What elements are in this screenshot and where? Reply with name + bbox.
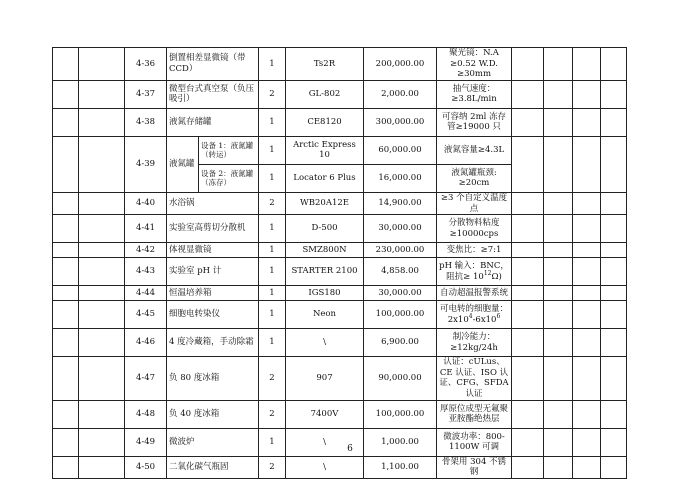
item-spec: 液氮罐瓶颈: ≥20cm bbox=[437, 164, 512, 192]
item-model: SMZ800N bbox=[286, 243, 364, 258]
item-price: 14,900.00 bbox=[364, 192, 437, 214]
item-qty: 1 bbox=[259, 428, 286, 456]
item-spec: 认证：cULus、CE 认证、ISO 认证、CFG、SFDA 认证 bbox=[437, 357, 512, 401]
item-spec: 厚原位成型无氟聚亚胺酯绝热层 bbox=[437, 400, 512, 428]
item-qty: 1 bbox=[259, 258, 286, 286]
item-model: Arctic Express 10 bbox=[286, 136, 364, 164]
table-row bbox=[53, 357, 627, 401]
table-row bbox=[53, 258, 627, 286]
item-qty: 1 bbox=[259, 108, 286, 136]
item-spec: 自动超温报警系统 bbox=[437, 286, 512, 301]
item-model: Locator 6 Plus bbox=[286, 164, 364, 192]
item-spec: 液氮容量≥4.3L bbox=[437, 136, 512, 164]
table-row bbox=[53, 456, 627, 478]
item-price: 30,000.00 bbox=[364, 215, 437, 243]
item-model: STARTER 2100 bbox=[286, 258, 364, 286]
item-price: 230,000.00 bbox=[364, 243, 437, 258]
item-qty: 1 bbox=[259, 243, 286, 258]
item-model: GL-802 bbox=[286, 80, 364, 108]
item-qty: 1 bbox=[259, 164, 286, 192]
item-qty: 2 bbox=[259, 400, 286, 428]
item-model: \ bbox=[286, 329, 364, 357]
item-model: IGS180 bbox=[286, 286, 364, 301]
item-qty: 2 bbox=[259, 80, 286, 108]
item-name: 液氮罐 bbox=[167, 136, 199, 192]
item-price: 4,858.00 bbox=[364, 258, 437, 286]
item-spec: 制冷能力：≥12kg/24h bbox=[437, 329, 512, 357]
table-row bbox=[53, 136, 627, 164]
item-number: 4-37 bbox=[125, 80, 167, 108]
item-price: 30,000.00 bbox=[364, 286, 437, 301]
table-row bbox=[53, 108, 627, 136]
table-row bbox=[53, 329, 627, 357]
item-name: 实验室高剪切分散机 bbox=[167, 215, 259, 243]
item-spec: pH 输入：BNC，阻抗≥ $10^{12}\Omega$) bbox=[437, 258, 512, 286]
item-number: 4-40 bbox=[125, 192, 167, 214]
item-price: 100,000.00 bbox=[364, 400, 437, 428]
item-name: 微波炉 bbox=[167, 428, 259, 456]
table-row bbox=[53, 192, 627, 214]
item-model: CE8120 bbox=[286, 108, 364, 136]
item-qty: 1 bbox=[259, 136, 286, 164]
item-number: 4-49 bbox=[125, 428, 167, 456]
item-name: 恒温培养箱 bbox=[167, 286, 259, 301]
item-number: 4-36 bbox=[125, 48, 167, 81]
table-row bbox=[53, 286, 627, 301]
item-qty: 1 bbox=[259, 215, 286, 243]
item-spec: 抽气速度：≥3.8L/min bbox=[437, 80, 512, 108]
item-number: 4-41 bbox=[125, 215, 167, 243]
item-price: 300,000.00 bbox=[364, 108, 437, 136]
item-name: 倒置相差显微镜（带 CCD） bbox=[167, 48, 259, 81]
item-qty: 2 bbox=[259, 456, 286, 478]
sub-item-name: 设备 1：液氮罐（转运） bbox=[199, 136, 259, 164]
item-name: 二氧化碳气瓶固 bbox=[167, 456, 259, 478]
page-number: 6 bbox=[347, 444, 353, 454]
sub-item-name: 设备 2：液氮罐（冻存） bbox=[199, 164, 259, 192]
item-spec: 可电转的细胞量：$2x10^4-6x10^6$ bbox=[437, 301, 512, 329]
item-qty: 1 bbox=[259, 286, 286, 301]
item-model: \ bbox=[286, 428, 364, 456]
item-qty: 1 bbox=[259, 301, 286, 329]
item-price: 1,100.00 bbox=[364, 456, 437, 478]
item-model: WB20A12E bbox=[286, 192, 364, 214]
item-number: 4-50 bbox=[125, 456, 167, 478]
item-spec: 微波功率：800-1100W 可调 bbox=[437, 428, 512, 456]
item-qty: 1 bbox=[259, 329, 286, 357]
item-price: 100,000.00 bbox=[364, 301, 437, 329]
item-spec: 骨架用 304 不锈钢 bbox=[437, 456, 512, 478]
item-price: 90,000.00 bbox=[364, 357, 437, 401]
item-number: 4-47 bbox=[125, 357, 167, 401]
item-model: 907 bbox=[286, 357, 364, 401]
item-qty: 2 bbox=[259, 357, 286, 401]
item-number: 4-39 bbox=[125, 136, 167, 192]
item-name: 4 度冷藏箱，手动除霜 bbox=[167, 329, 259, 357]
item-model: Ts2R bbox=[286, 48, 364, 81]
item-name: 液氮存储罐 bbox=[167, 108, 259, 136]
item-name: 体视显微镜 bbox=[167, 243, 259, 258]
item-price: 16,000.00 bbox=[364, 164, 437, 192]
item-model: 7400V bbox=[286, 400, 364, 428]
item-number: 4-48 bbox=[125, 400, 167, 428]
item-number: 4-43 bbox=[125, 258, 167, 286]
table-row bbox=[53, 48, 627, 81]
item-qty: 1 bbox=[259, 48, 286, 81]
item-spec: 聚光镜：N.A ≥0.52 W.D. ≥30mm bbox=[437, 48, 512, 81]
item-price: 60,000.00 bbox=[364, 136, 437, 164]
item-price: 1,000.00 bbox=[364, 428, 437, 456]
item-spec: 可容纳 2ml 冻存管≥19000 只 bbox=[437, 108, 512, 136]
item-name: 负 40 度冰箱 bbox=[167, 400, 259, 428]
item-price: 200,000.00 bbox=[364, 48, 437, 81]
item-name: 水浴锅 bbox=[167, 192, 259, 214]
item-name: 负 80 度冰箱 bbox=[167, 357, 259, 401]
item-price: 6,900.00 bbox=[364, 329, 437, 357]
item-number: 4-38 bbox=[125, 108, 167, 136]
table-row bbox=[53, 301, 627, 329]
item-spec: 变焦比：≥7:1 bbox=[437, 243, 512, 258]
item-qty: 2 bbox=[259, 192, 286, 214]
item-name: 实验室 pH 计 bbox=[167, 258, 259, 286]
item-spec: ≥3 个自定义温度点 bbox=[437, 192, 512, 214]
table-row bbox=[53, 80, 627, 108]
item-name: 微型台式真空泵（负压吸引） bbox=[167, 80, 259, 108]
item-model: Neon bbox=[286, 301, 364, 329]
equipment-table bbox=[52, 47, 627, 479]
item-name: 细胞电转染仪 bbox=[167, 301, 259, 329]
table-row bbox=[53, 400, 627, 428]
table-row bbox=[53, 243, 627, 258]
item-model: D-500 bbox=[286, 215, 364, 243]
item-model: \ bbox=[286, 456, 364, 478]
table-row bbox=[53, 215, 627, 243]
item-number: 4-45 bbox=[125, 301, 167, 329]
item-number: 4-42 bbox=[125, 243, 167, 258]
item-spec: 分散物料粘度≥10000cps bbox=[437, 215, 512, 243]
item-number: 4-44 bbox=[125, 286, 167, 301]
item-number: 4-46 bbox=[125, 329, 167, 357]
item-price: 2,000.00 bbox=[364, 80, 437, 108]
